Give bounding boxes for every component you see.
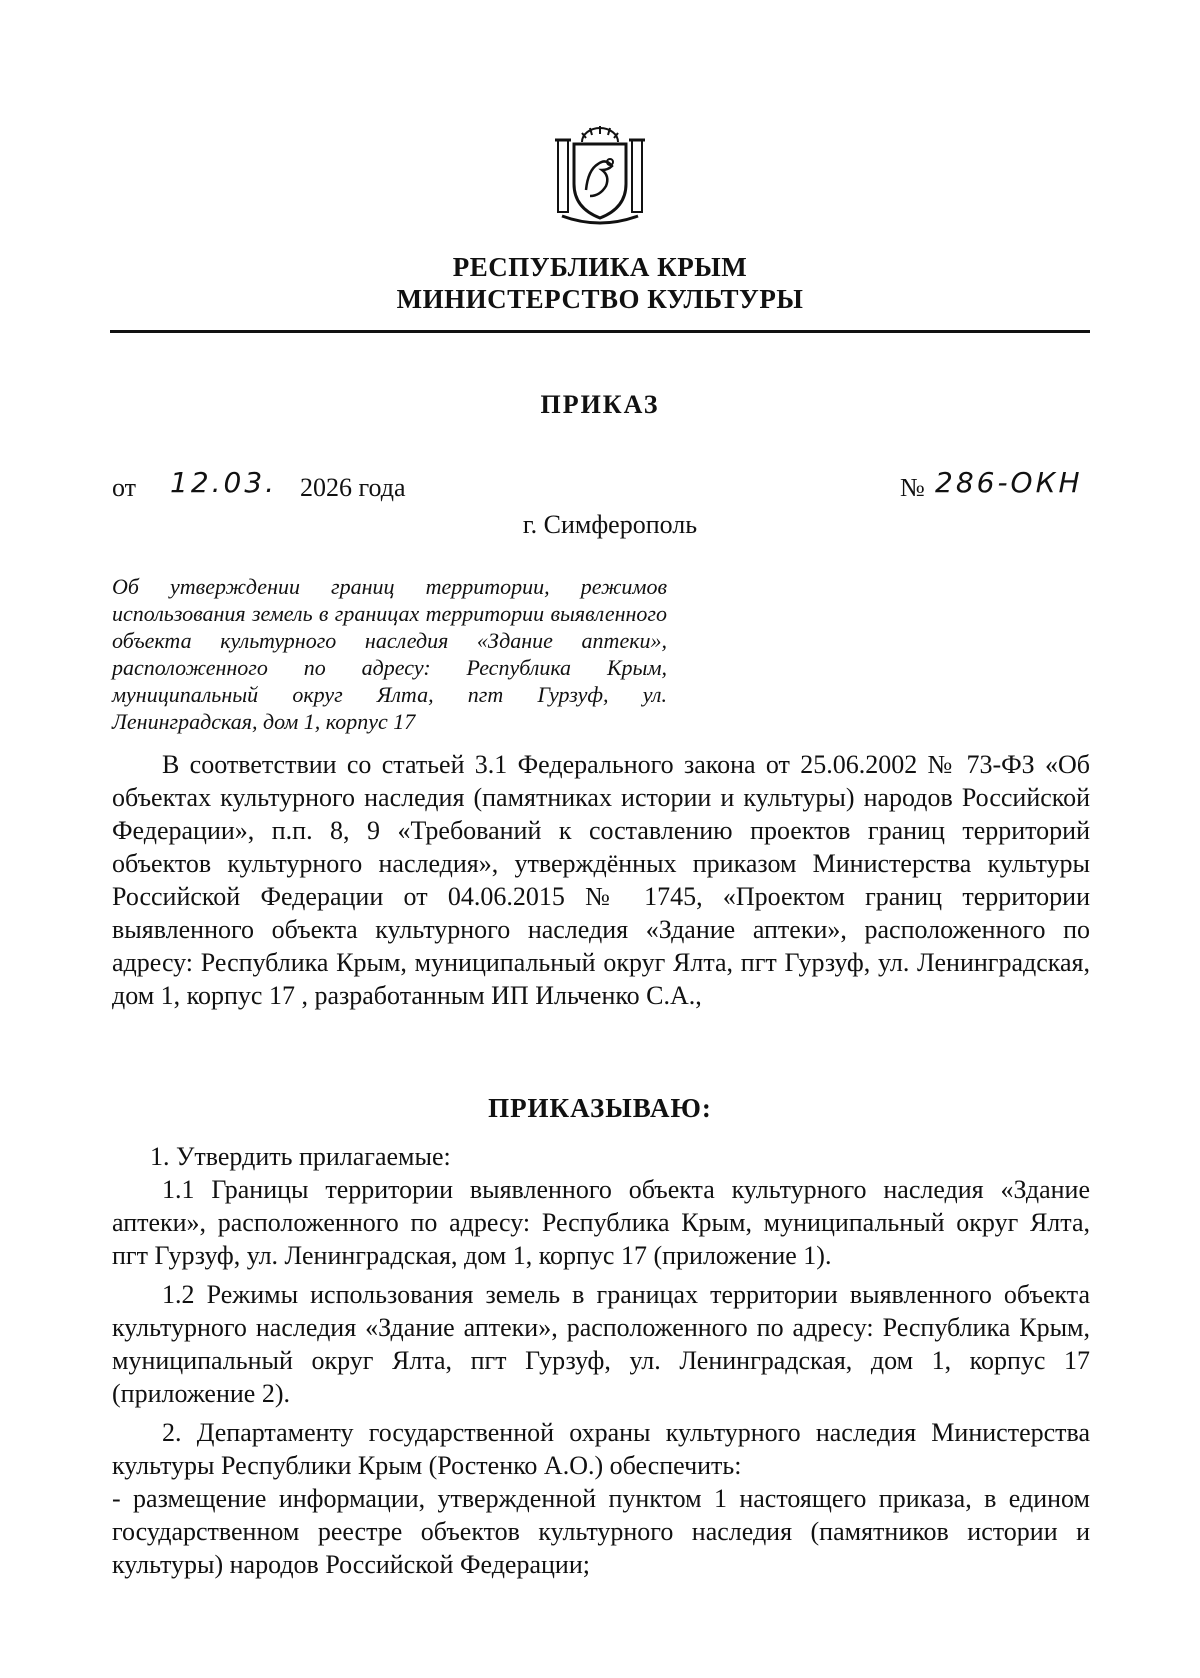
- item-2: 2. Департаменту государственной охраны культурного наследия Министерства культуры Республики Крым (Ростенко А.О.) обеспечить:: [112, 1418, 1090, 1480]
- crimea-coat-of-arms-icon: [550, 120, 650, 230]
- item-1: 1. Утвердить прилагаемые:: [150, 1142, 451, 1171]
- order-items: [112, 1140, 1090, 1581]
- preamble-paragraph: В соответствии со статьей 3.1 Федерального закона от 25.06.2002 № 73-ФЗ «Об объектах культурного наследия (памятниках истории и культуры) народов Российской Федерации», п.п. 8, 9 «Требований к составлению проектов границ территорий объектов культурного наследия», утверждённых приказом Министерства культуры Российской Федерации от 04.06.2015 № 1745, «Проектом границ территории выявленного объекта культурного наследия «Здание аптеки», расположенного по адресу: Республика Крым, муниципальный округ Ялта, пгт Гурзуф, ул. Ленинградская, дом 1, корпус 17 , разработанным ИП Ильченко С.А.,: [112, 750, 1090, 1010]
- order-subject: Об утверждении границ территории, режимов использования земель в границах территории выявленного объекта культурного наследия «Здание аптеки», расположенного по адресу: Республика Крым, муниципальный округ Ялта, пгт Гурзуф, ул. Ленинградская, дом 1, корпус 17: [112, 574, 667, 734]
- document-title: ПРИКАЗ: [540, 390, 660, 419]
- date-year: 2026 года: [300, 473, 406, 502]
- number-sign: №: [900, 473, 925, 502]
- date-prefix: от: [112, 473, 137, 502]
- handwritten-date: 12.03.: [170, 466, 278, 499]
- item-2-bullet: - размещение информации, утвержденной пунктом 1 настоящего приказа, в едином государственном реестре объектов культурного наследия (памятников истории и культуры) народов Российской Федерации;: [112, 1484, 1090, 1579]
- handwritten-number: 286-ОКН: [935, 466, 1083, 499]
- city: г. Симферополь: [522, 510, 698, 539]
- item-1-1: 1.1 Границы территории выявленного объекта культурного наследия «Здание аптеки», расположенного по адресу: Республика Крым, муниципальный округ Ялта, пгт Гурзуф, ул. Ленинградская, дом 1, корпус 17 (приложение 1).: [112, 1175, 1090, 1270]
- item-1-2: 1.2 Режимы использования земель в границах территории выявленного объекта культурного наследия «Здание аптеки», расположенного по адресу: Республика Крым, муниципальный округ Ялта, пгт Гурзуф, ул. Ленинградская, дом 1, корпус 17 (приложение 2).: [112, 1280, 1090, 1408]
- republic-name: РЕСПУБЛИКА КРЫМ: [452, 252, 748, 282]
- ministry-name: МИНИСТЕРСТВО КУЛЬТУРЫ: [396, 284, 804, 314]
- order-word: ПРИКАЗЫВАЮ:: [488, 1093, 712, 1123]
- header-divider: [110, 330, 1090, 333]
